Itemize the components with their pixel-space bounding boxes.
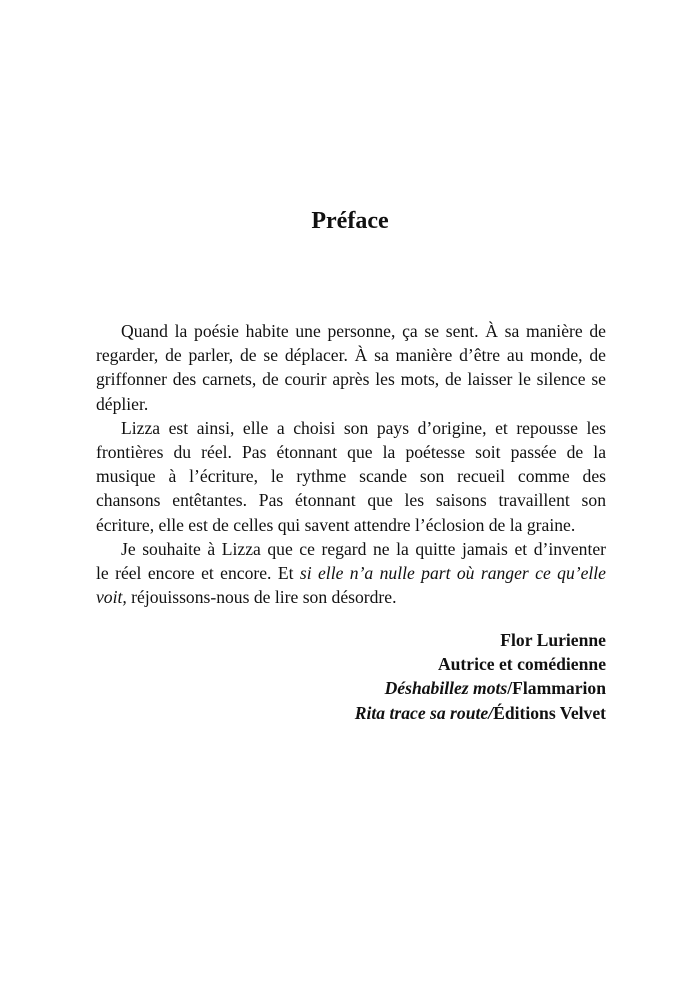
text-line: écriture, elle est de celles qui savent attendre l’éclosion de la graine. [96, 514, 576, 535]
text-line: musique à l’écriture, le rythme scande son recueil comme des [96, 466, 606, 487]
text-line: déplier. [96, 393, 149, 414]
text-segment: réjouissons-nous de lire son désordre. [126, 587, 397, 608]
italic-quote: si elle n’a nulle part où ranger ce qu’elle [299, 563, 606, 584]
author-name: Flor Lurienne [500, 630, 606, 650]
text-line: chansons entêtantes. Pas étonnant que les saisons travaillent son [96, 490, 606, 511]
book-title: Rita trace sa route/ [354, 702, 494, 723]
publisher: /Flammarion [507, 678, 606, 699]
book-title: Déshabillez mots [384, 678, 508, 699]
text-line [96, 585, 606, 609]
signature-block [355, 628, 606, 725]
author-role: Autrice et comédienne [437, 654, 606, 675]
text-line: Quand la poésie habite une personne, ça se sent. À sa manière de [121, 321, 606, 341]
text-segment: le réel encore et encore. Et [96, 563, 300, 584]
text-line: Je souhaite à Lizza que ce regard ne la quitte jamais et d’inventer [121, 538, 606, 559]
paragraph-2 [96, 416, 606, 537]
paragraph-1 [96, 319, 606, 416]
preface-body [96, 319, 606, 609]
text-line: Lizza est ainsi, elle a choisi son pays d’origine, et repousse les [121, 417, 606, 438]
italic-quote: voit, [96, 587, 127, 608]
text-line: regarder, de parler, de se déplacer. À sa manière d’être au monde, de [96, 345, 606, 366]
book-credit [355, 701, 606, 725]
book-credit [355, 676, 606, 700]
publisher: Éditions Velvet [493, 702, 606, 723]
text-line [96, 561, 606, 585]
page-title: Préface [311, 208, 389, 234]
paragraph-3 [96, 537, 606, 610]
text-line: frontières du réel. Pas étonnant que la poétesse soit passée de la [96, 442, 606, 463]
text-line: griffonner des carnets, de courir après les mots, de laisser le silence se [96, 369, 606, 390]
